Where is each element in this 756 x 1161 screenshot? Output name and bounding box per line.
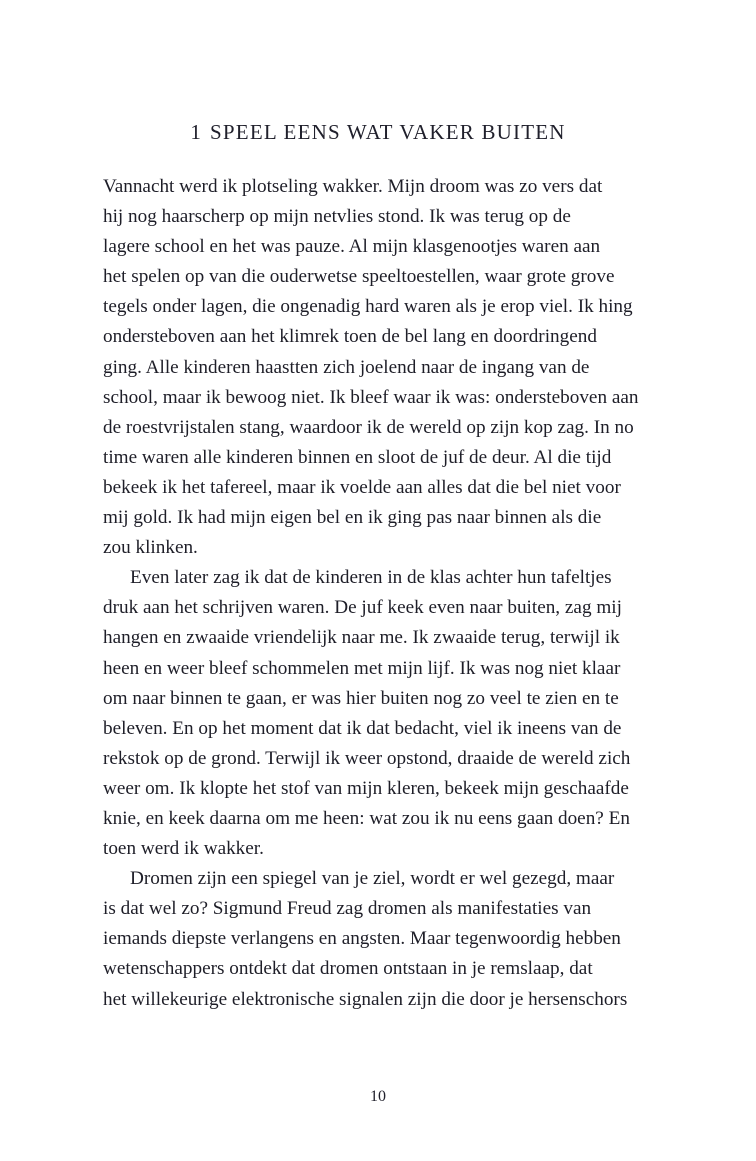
text-line: hij nog haarscherp op mijn netvlies stond. Ik was terug op de: [103, 206, 571, 228]
chapter-title-text: SPEEL EENS WAT VAKER BUITEN: [210, 120, 566, 144]
text-line: tegels onder lagen, die ongenadig hard waren als je erop viel. Ik hing: [103, 296, 633, 318]
text-line: mij gold. Ik had mijn eigen bel en ik ging pas naar binnen als die: [103, 507, 602, 529]
page-number: 10: [370, 1088, 386, 1105]
text-line: beleven. En op het moment dat ik dat bedacht, viel ik ineens van de: [103, 717, 622, 739]
text-line: school, maar ik bewoog niet. Ik bleef waar ik was: ondersteboven aan: [103, 386, 639, 408]
text-line: het spelen op van die ouderwetse speeltoestellen, waar grote grove: [103, 266, 615, 288]
text-line: knie, en keek daarna om me heen: wat zou ik nu eens gaan doen? En: [103, 807, 630, 829]
chapter-number: 1: [190, 120, 203, 144]
text-line: de roestvrijstalen stang, waardoor ik de wereld op zijn kop zag. In no: [103, 416, 634, 438]
text-line: ondersteboven aan het klimrek toen de bel lang en doordringend: [103, 326, 597, 348]
paragraph-2: [103, 563, 643, 864]
text-line: zou klinken.: [103, 537, 198, 559]
text-line: Even later zag ik dat de kinderen in de klas achter hun tafeltjes: [130, 567, 612, 589]
text-line: time waren alle kinderen binnen en sloot de juf de deur. Al die tijd: [103, 446, 612, 468]
text-line: Dromen zijn een spiegel van je ziel, wordt er wel gezegd, maar: [130, 868, 615, 890]
paragraph-1: [103, 172, 643, 563]
text-line: bekeek ik het tafereel, maar ik voelde aan alles dat die bel niet voor: [103, 476, 621, 498]
text-line: hangen en zwaaide vriendelijk naar me. Ik zwaaide terug, terwijl ik: [103, 627, 620, 649]
text-line: iemands diepste verlangens en angsten. Maar tegenwoordig hebben: [103, 928, 621, 950]
paragraph-3: [103, 864, 643, 1014]
chapter-title: [0, 118, 756, 146]
body-text: [103, 172, 643, 1015]
text-line: is dat wel zo? Sigmund Freud zag dromen als manifestaties van: [103, 898, 592, 920]
text-line: lagere school en het was pauze. Al mijn klasgenootjes waren aan: [103, 236, 601, 258]
text-line: het willekeurige elektronische signalen zijn die door je hersenschors: [103, 988, 628, 1010]
text-line: druk aan het schrijven waren. De juf keek even naar buiten, zag mij: [103, 597, 622, 619]
text-line: Vannacht werd ik plotseling wakker. Mijn droom was zo vers dat: [103, 176, 603, 197]
text-line: toen werd ik wakker.: [103, 838, 264, 860]
text-line: ging. Alle kinderen haastten zich joelend naar de ingang van de: [103, 356, 590, 378]
text-line: heen en weer bleef schommelen met mijn lijf. Ik was nog niet klaar: [103, 657, 621, 679]
text-line: weer om. Ik klopte het stof van mijn kleren, bekeek mijn geschaafde: [103, 777, 629, 799]
text-line: rekstok op de grond. Terwijl ik weer opstond, draaide de wereld zich: [103, 747, 631, 769]
text-line: om naar binnen te gaan, er was hier buiten nog zo veel te zien en te: [103, 687, 619, 709]
text-line: wetenschappers ontdekt dat dromen ontstaan in je remslaap, dat: [103, 958, 593, 980]
